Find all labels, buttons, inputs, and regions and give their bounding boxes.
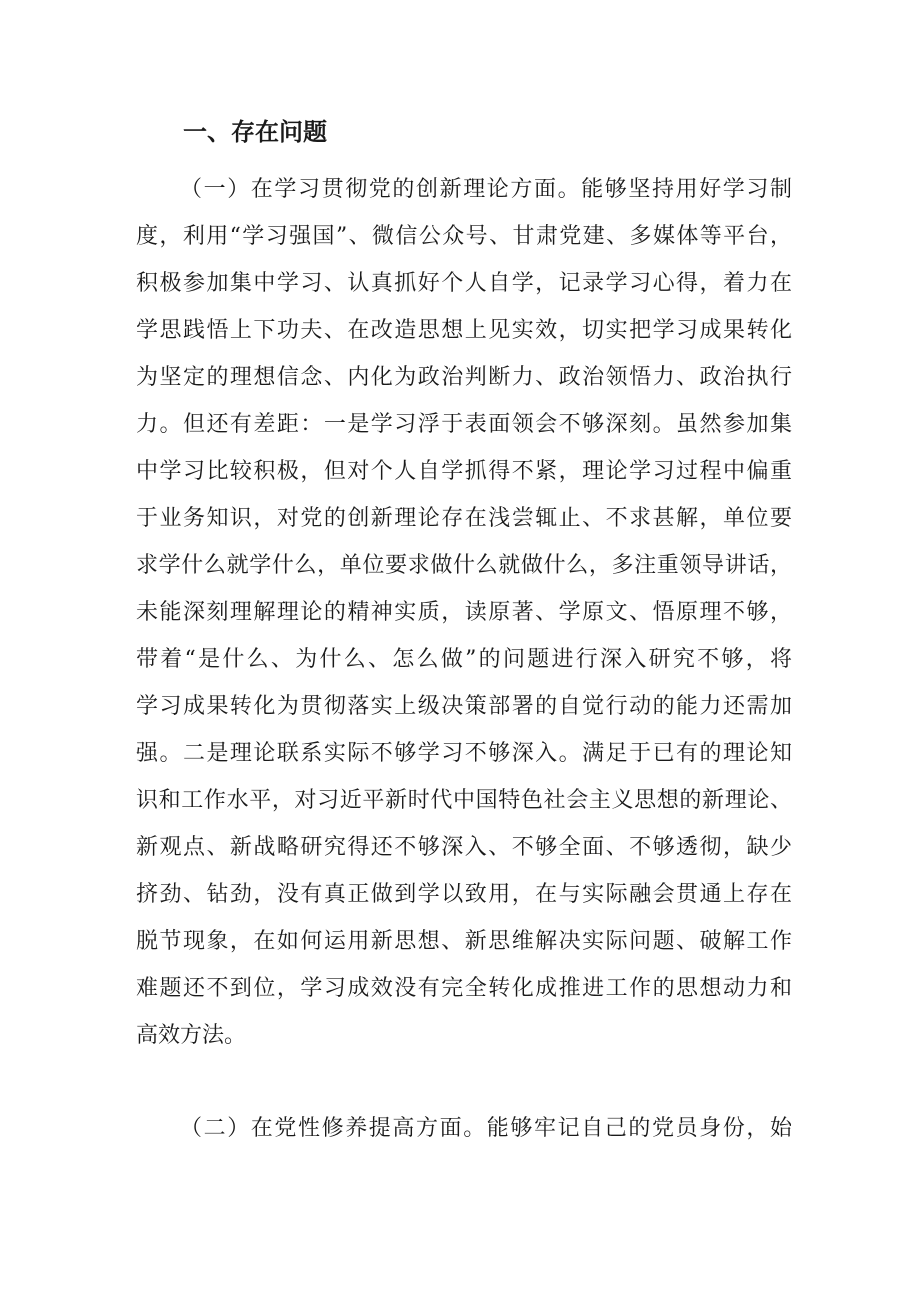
paragraph-line: （二）在党性修养提高方面。能够牢记自己的党员身份，始 [180,1116,792,1141]
paragraph-line: 高效方法。 [136,1023,247,1048]
paragraph-line: 于业务知识，对党的创新理论存在浅尝辄止、不求甚解，单位要 [136,506,792,531]
paragraph-line: 脱节现象，在如何运用新思想、新思维解决实际问题、破解工作 [136,929,792,954]
paragraph-line: 求学什么就学什么，单位要求做什么就做什么，多注重领导讲话， [136,553,792,578]
paragraph-1 [136,166,792,1059]
paragraph-line: 未能深刻理解理论的精神实质，读原著、学原文、悟原理不够， [136,600,792,625]
paragraph-line: 挤劲、钻劲，没有真正做到学以致用，在与实际融会贯通上存在 [136,882,792,907]
paragraph-line: 学思践悟上下功夫、在改造思想上见实效，切实把学习成果转化 [136,318,792,343]
paragraph-line: 学习成果转化为贯彻落实上级决策部署的自觉行动的能力还需加 [136,694,792,719]
section-heading: 一、存在问题 [183,118,327,146]
paragraph-2 [136,1105,792,1152]
paragraph-line: 新观点、新战略研究得还不够深入、不够全面、不够透彻，缺少 [136,835,792,860]
paragraph-line: 中学习比较积极，但对个人自学抓得不紧，理论学习过程中偏重 [136,459,792,484]
paragraph-line: 力。但还有差距：一是学习浮于表面领会不够深刻。虽然参加集 [136,412,792,437]
paragraph-line: 积极参加集中学习、认真抓好个人自学，记录学习心得，着力在 [136,271,792,296]
paragraph-line: 为坚定的理想信念、内化为政治判断力、政治领悟力、政治执行 [136,365,792,390]
paragraph-line: 带着“是什么、为什么、怎么做”的问题进行深入研究不够，将 [136,647,792,672]
paragraph-line: 强。二是理论联系实际不够学习不够深入。满足于已有的理论知 [136,741,792,766]
paragraph-line: 难题还不到位，学习成效没有完全转化成推进工作的思想动力和 [136,976,792,1001]
paragraph-line: 度，利用“学习强国”、微信公众号、甘肃党建、多媒体等平台， [136,224,792,249]
paragraph-line: （一）在学习贯彻党的创新理论方面。能够坚持用好学习制 [180,177,792,202]
paragraph-line: 识和工作水平，对习近平新时代中国特色社会主义思想的新理论、 [136,788,792,813]
